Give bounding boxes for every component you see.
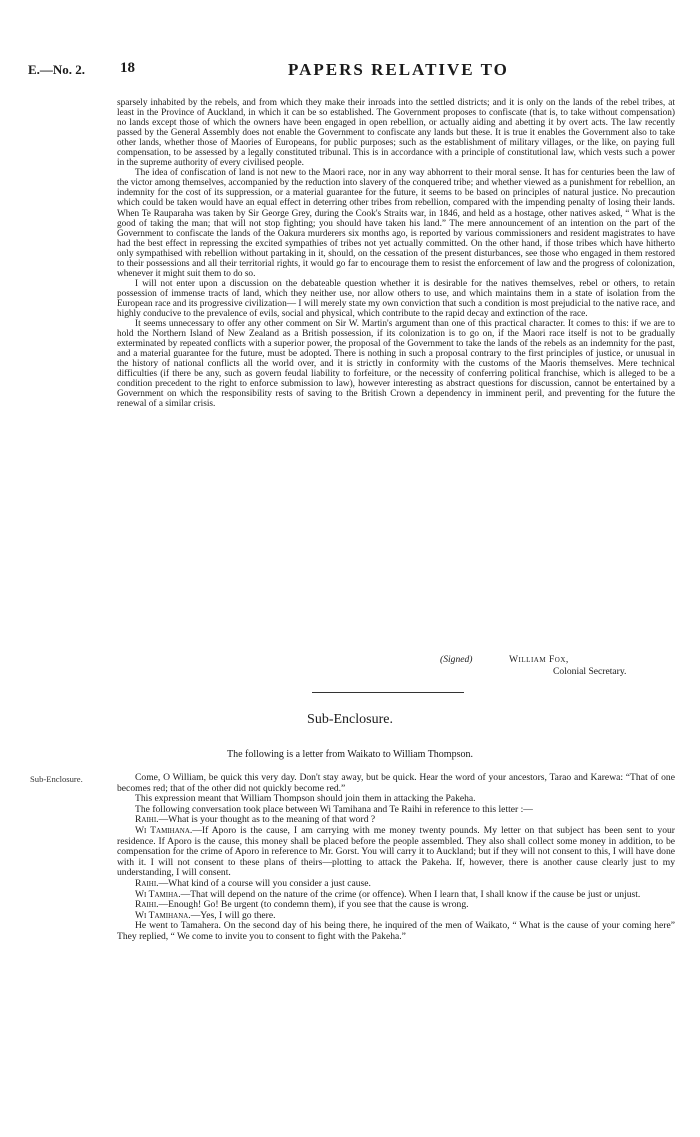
dialogue-text: —Yes, I will go there.: [190, 909, 276, 921]
paragraph-4: It seems unnecessary to offer any other comment on Sir W. Martin's argument than one of this practical character. It comes to this: if we are to hold the Northern Island of New Zealand as a British possession, if its colonization is to go on, if the Maori race itself is not to be gradually exterminated by repeated conflicts with a superior power, the proposal of the Government to take the lands of the rebels as an indemnity for the past, and a material guarantee for the future, must be adopted. There is nothing in such a proposal contrary to the first principles of justice, or unusual in the history of national conflicts all the world over, and it is strictly in conformity with the customs of the Maoris themselves. Mere technical difficulties (if there be any, such as govern feudal liability to forfeiture, or the necessity of conferring political franchise, which is alleged to be a condition precedent to the right to enforce submission to law), however interesting as abstract questions for discussion, cannot be entertained by a Government on which the responsibility rests of saving to the British Crown a dependency in imminent peril, and preventing for the future the renewal of a similar crisis.: [117, 319, 675, 410]
signed-label: (Signed): [440, 654, 473, 665]
speaker-name: Wi Tamihana.: [135, 909, 191, 921]
margin-note: Sub-Enclosure.: [30, 774, 83, 784]
speaker-name: Raihi.: [135, 877, 159, 889]
dialogue-line: [117, 826, 675, 879]
sub-enclosure-heading: Sub-Enclosure.: [307, 712, 393, 727]
speaker-name: Raihi.: [135, 899, 159, 911]
paragraph-3: I will not enter upon a discussion on the debateable question whether it is desirable for the natives themselves, rebel or others, to retain possession of immense tracts of land, which they neither use, nor allow others to use, and which maintains them in a state of isolation from the European race and its progressive civilization— I will merely state my own conviction that such a condition is most prejudicial to the native race, and highly conducive to the prevalence of evils, social and physical, which contribute to the rapid decay and extinction of the race.: [117, 278, 675, 319]
dialogue-text: —What is your thought as to the meaning of that word ?: [158, 814, 376, 826]
page-number: 18: [120, 60, 135, 76]
page-header: [28, 62, 668, 84]
closing-paragraph: He went to Tamahera. On the second day of his being there, he inquired of the men of Waikato, “ What is the cause of your coming here” They replied, “ We come to invite you to consent to fight with the Pakeha.”: [117, 920, 675, 942]
dialogue-text: —Enough! Go! Be urgent (to condemn them), if you see that the cause is wrong.: [158, 899, 469, 911]
speaker-name: Raihi.: [135, 814, 159, 826]
dialogue-text: —If Aporo is the cause, I am carrying with me money twenty pounds. My letter on that subject has been sent to your residence. If Aporo is the cause, this money shall be placed before the people assembled. They also shall collect some money in addition, to be compensation for the crime of Aporo in reference to Mr. Gorst. You will carry it to Auckland; but if they will not consent to this, I will have done with it. I will not consent to these plans of theirs—plotting to attack the Pakeha. If, however, there is another cause clearly just to my understanding, I will consent.: [117, 824, 676, 879]
speaker-name: Wi Tamiha.: [135, 888, 181, 900]
paragraph-1: sparsely inhabited by the rebels, and from which they make their inroads into the settled districts; and it is only on the lands of the rebel tribes, at least in the Province of Auckland, in which it can be so established. The Government proposes to confiscate (that is, to take without compensation) no lands except those of which the owners have been engaged in open rebellion, or actually aiding and abetting it by overt acts. The law recently passed by the General Assembly does not enable the Government to confiscate any lands but these. It is true it enables the Government also to take other lands, whether those of Maories of Europeans, for public purposes; such as the establishment of military villages, or the like, on paying full compensation, to be assessed by a legally constituted tribunal. This is in accordance with a principle of constitutional law, which vests such a power in the supreme authority of every civilised people.: [117, 98, 675, 169]
dialogue-text: —That will depend on the nature of the crime (or offence). When I learn that, I shall know if the cause be just or unjust.: [180, 888, 641, 900]
main-text: [117, 98, 675, 409]
signatory-name: William Fox,: [509, 654, 569, 665]
paper-reference: E.—No. 2.: [28, 62, 86, 77]
running-title: PAPERS RELATIVE TO: [288, 60, 509, 79]
letter-paragraph: Come, O William, be quick this very day. Don't stay away, but be quick. Hear the word of your ancestors, Tarao and Karewa: “That of one becomes red; that of the other did not quickly become red.”: [117, 772, 675, 794]
speaker-name: Wi Tamihana.: [135, 824, 193, 836]
signatory-title: Colonial Secretary.: [553, 666, 627, 677]
sub-enclosure-intro: The following is a letter from Waikato to William Thompson.: [227, 749, 473, 760]
dialogue-text: —What kind of a course will you consider a just cause.: [158, 877, 371, 889]
section-divider: [312, 692, 464, 693]
sub-enclosure-text: [117, 773, 675, 943]
paragraph-2: The idea of confiscation of land is not new to the Maori race, nor in any way abhorrent to their moral sense. It has for centuries been the law of the victor among themselves, accompanied by the reduction into slavery of the conquered tribe; and whether viewed as a punishment for rebellion, an indemnity for the cost of its suppression, or a material guarantee for the future, it seems to be based on principles of natural justice. No precaution which could be taken would have an equal effect in deterring other tribes from rebellion, compared with the impending penalty of losing their lands. When Te Rauparaha was taken by Sir George Grey, during the Cook's Straits war, in 1846, and held as a hostage, other natives asked, “ What is the good of taking the man; that will not stop fighting; you should have taken his land.” The mere announcement of an intention on the part of the Government to confiscate the lands of the Oakura murderers six months ago, is reported by various commissioners and resident magistrates to have had the best effect in repressing the excited sympathies of tribes not yet actually committed. On the other hand, if those tribes which have hitherto only sympathised with rebellion without partaking in it, should, on the cessation of the present disturbances, see those who engaged in them restored to their possessions and all their territorial rights, it would go far to encourage them to resist the enforcement of law and the progress of colonization, whenever it might suit them to do so.: [117, 168, 675, 279]
signature-block: [117, 654, 675, 678]
conversation-intro: The following conversation took place between Wi Tamihana and Te Raihi in reference to this letter :—: [135, 803, 533, 815]
explanation-paragraph: This expression meant that William Thompson should join them in attacking the Pakeha.: [135, 793, 476, 805]
